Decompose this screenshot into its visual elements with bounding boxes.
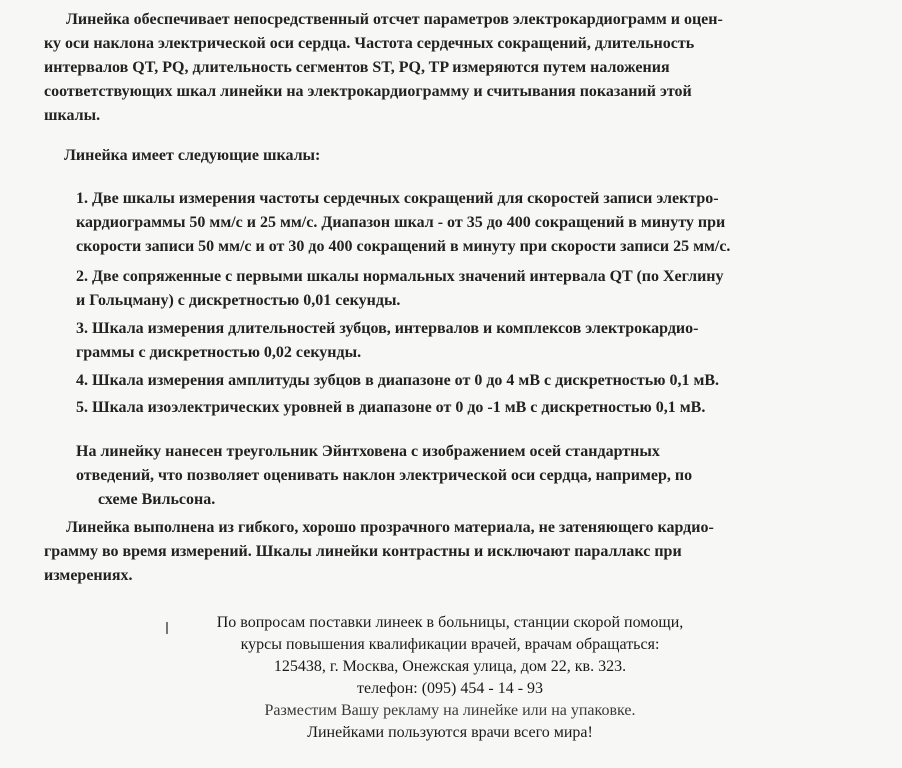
contact-block	[150, 612, 750, 744]
scales-heading: Линейка имеет следующие шкалы:	[64, 147, 321, 164]
intro-line: ку оси наклона электрической оси сердца. Частота сердечных сокращений, длительность	[44, 35, 695, 52]
triangle-line: схеме Вильсона.	[98, 491, 216, 508]
material-line: грамму во время измерений. Шкалы линейки контрастны и исключают параллакс при	[44, 543, 682, 560]
list-item-line: 3. Шкала измерения длительностей зубцов, интервалов и комплексов электрокардио-	[76, 320, 699, 337]
list-item-line: и Гольцману) с дискретностью 0,01 секунды.	[76, 292, 401, 309]
list-item-5	[76, 396, 880, 420]
list-item-line: 2. Две сопряженные с первыми шкалы нормальных значений интервала QT (по Хеглину	[76, 268, 724, 285]
list-item-line: кардиограммы 50 мм/с и 25 мм/с. Диапазон шкал - от 35 до 400 сокращений в минуту при	[76, 214, 726, 231]
list-item-1	[76, 187, 880, 259]
material-line: измерениях.	[44, 567, 133, 584]
list-item-line: граммы с дискретностью 0,02 секунды.	[76, 344, 362, 361]
slogan-line: Линейками пользуются врачи всего мира!	[307, 724, 593, 741]
list-item-line: 5. Шкала изоэлектрических уровней в диапазоне от 0 до -1 мВ с дискретностью 0,1 мВ.	[76, 399, 706, 416]
intro-line: шкалы.	[44, 107, 101, 124]
material-paragraph	[44, 516, 880, 588]
list-item-line: скорости записи 50 мм/с и от 30 до 400 сокращений в минуту при скорости записи 25 мм/с.	[76, 238, 731, 255]
contact-line: курсы повышения квалификации врачей, врачам обращаться:	[240, 636, 660, 653]
list-item-line: 4. Шкала измерения амплитуды зубцов в диапазоне от 0 до 4 мВ с дискретностью 0,1 мВ.	[76, 372, 720, 389]
triangle-line: отведений, что позволяет оценивать наклон электрической оси сердца, например, по	[76, 467, 693, 484]
triangle-paragraph	[76, 440, 880, 512]
advertising-line: Разместим Вашу рекламу на линейке или на упаковке.	[264, 702, 636, 719]
list-item-3	[76, 317, 880, 365]
intro-line: интервалов QT, PQ, длительность сегментов ST, PQ, TP измеряются путем наложения	[44, 59, 670, 76]
intro-line: соответствующих шкал линейки на электрокардиограмму и считывания показаний этой	[44, 83, 692, 100]
material-line: Линейка выполнена из гибкого, хорошо прозрачного материала, не затеняющего кардио-	[66, 519, 714, 536]
triangle-line: На линейку нанесен треугольник Эйнтховена с изображением осей стандартных	[76, 443, 660, 460]
contact-phone: телефон: (095) 454 - 14 - 93	[356, 680, 544, 697]
contact-address: 125438, г. Москва, Онежская улица, дом 22, кв. 323.	[273, 658, 627, 675]
scan-mark	[166, 622, 168, 634]
intro-paragraph	[44, 8, 878, 128]
list-item-2	[76, 265, 880, 313]
list-item-4	[76, 369, 880, 393]
intro-line: Линейка обеспечивает непосредственный отсчет параметров электрокардиограмм и оцен-	[66, 11, 723, 28]
contact-line: По вопросам поставки линеек в больницы, станции скорой помощи,	[216, 614, 684, 631]
list-item-line: 1. Две шкалы измерения частоты сердечных сокращений для скоростей записи электро-	[76, 190, 719, 207]
